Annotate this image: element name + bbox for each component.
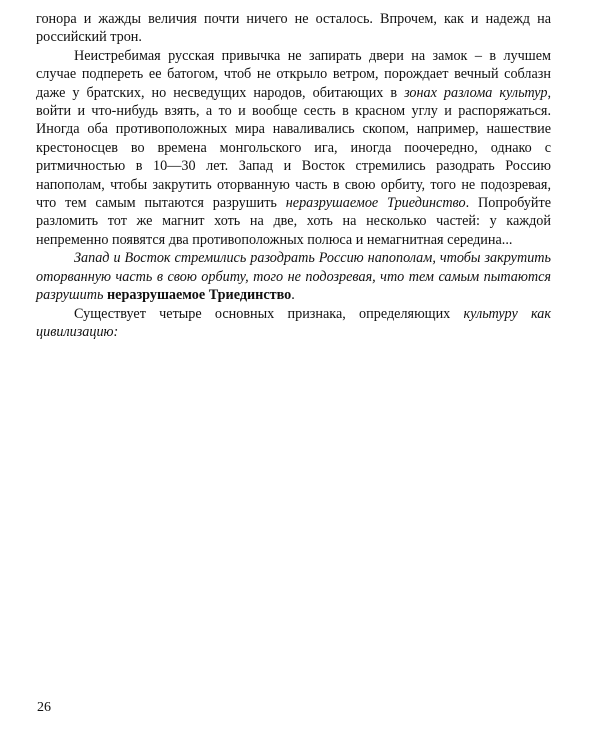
bold-term-indestructible-trinity: неразрушаемое Триединство xyxy=(106,287,292,304)
text-run: Неистребимая русская привычка не запирать двери на замок – в лучшем случае подпереть ее батогом, чтоб не открыло ветром, порождает вечный соблазн даже у братских, но несведущих народов, обитающих в xyxy=(36,47,551,101)
paragraph-continuation: гонора и жажды величия почти ничего не осталось. Впрочем, как и надежд на российский трон. xyxy=(36,11,551,46)
text-run: Существует четыре основных признака, определяющих xyxy=(74,305,464,322)
text-run: . Попробуйте разломить тот же магнит хоть на две, хоть на несколько частей: у каждой непременно появятся два противоположных полюса и немагнитная середина... xyxy=(36,195,552,248)
italic-term-culture-as-civilization: культуру как цивилизацию: xyxy=(36,305,552,340)
text-run: , войти и что-нибудь взять, а то и вообще сесть в красном углу и распоряжаться. Иногда оба противоположных мира наваливались скопом, например, нашествие крестоносцев во времена монгольского ига, иногда поочередно, однако с ритмичностью в 10—30 лет. Запад и Восток стремились разодрать Россию напополам, чтобы закрутить оторванную часть в свою орбиту, того не подозревая, что тем самым пытаются разрушить xyxy=(36,84,551,212)
paragraph-four-signs xyxy=(36,305,551,342)
page-number: 26 xyxy=(37,700,51,715)
italic-term-culture-fault-zones: зонах разлома культур xyxy=(404,84,548,101)
paragraph-russian-habit xyxy=(36,47,551,249)
paragraph-emphasis-quote xyxy=(36,249,551,304)
italic-term-indestructible-trinity: неразрушаемое Триединство xyxy=(285,195,466,212)
page-body xyxy=(36,10,551,341)
text-run: Запад и Восток стремились разодрать Россию напополам, чтобы закрутить оторванную часть в свою орбиту, того не подозревая, что тем самым пытаются разрушить xyxy=(36,250,551,304)
text-run: . xyxy=(291,287,295,304)
